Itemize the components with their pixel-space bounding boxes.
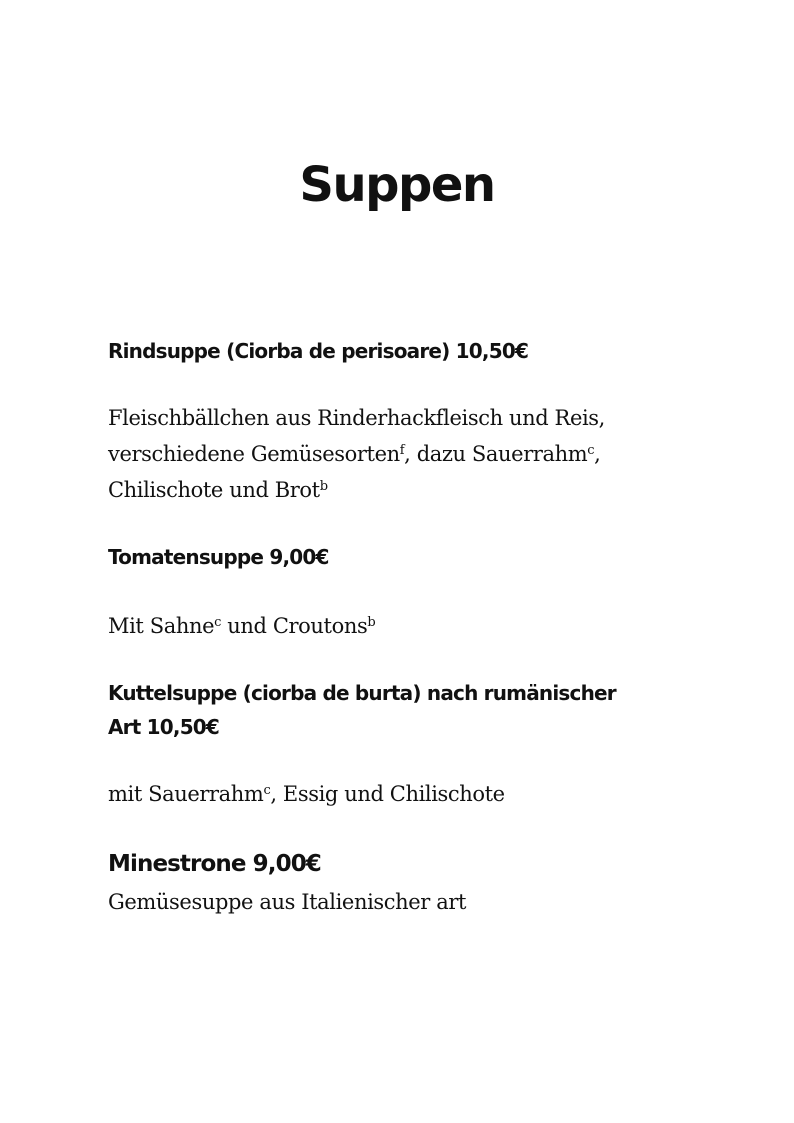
item-desc-line [108,400,605,436]
desc-text: Gemüsesuppe aus Italienischer art [108,890,466,914]
item-name-rindsuppe: Rindsuppe (Ciorba de perisoare) 10,50€ [108,339,529,363]
page-title: Suppen [299,157,495,213]
item-desc-line [108,776,505,812]
desc-text: Mit Sahne [108,614,215,638]
item-desc-line [108,436,600,472]
item-desc-line [108,884,466,920]
desc-text: mit Sauerrahm [108,782,264,806]
item-name-kuttelsuppe-line-1: Kuttelsuppe (ciorba de burta) nach rumänischer [108,681,616,705]
item-name-minestrone: Minestrone 9,00€ [108,851,321,877]
allergen-superscript: f [399,442,405,458]
allergen-superscript: b [319,478,328,494]
desc-text: , dazu Sauerrahm [404,442,588,466]
allergen-superscript: b [367,614,376,630]
allergen-superscript: c [587,442,595,458]
item-name-kuttelsuppe-line-2: Art 10,50€ [108,715,220,739]
allergen-superscript: c [263,782,271,798]
desc-text: Fleischbällchen aus Rinderhackfleisch und Reis, [108,406,605,430]
desc-text: verschiedene Gemüsesorten [108,442,400,466]
desc-text: Chilischote und Brot [108,478,320,502]
allergen-superscript: c [214,614,222,630]
desc-text: , Essig und Chilischote [270,782,505,806]
item-desc-line [108,472,328,508]
desc-text: , [594,442,601,466]
item-name-tomatensuppe: Tomatensuppe 9,00€ [108,545,329,569]
desc-text: und Croutons [221,614,368,638]
item-desc-line [108,608,375,644]
